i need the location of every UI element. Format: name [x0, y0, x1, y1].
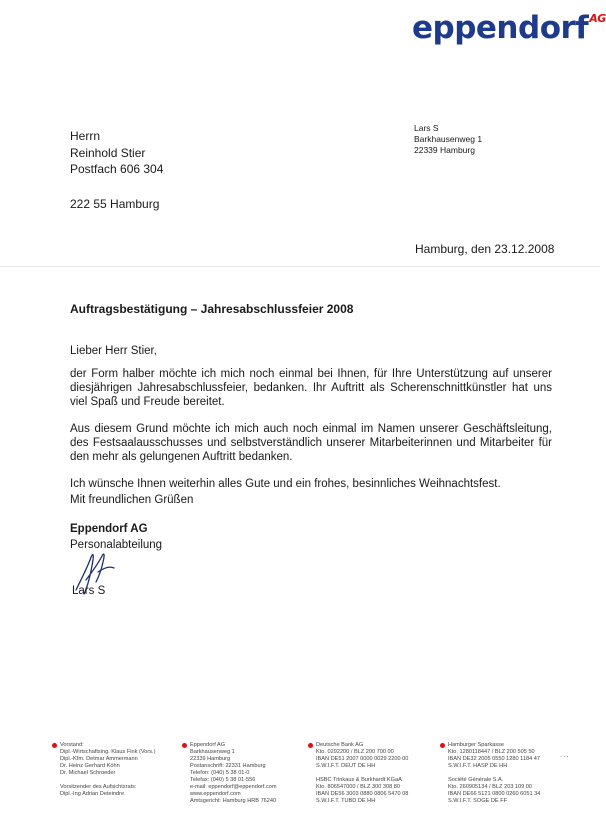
footer-line: IBAN DE32 2005 0550 1280 1184 47: [448, 756, 540, 762]
sender-street: Barkhausenweg 1: [414, 134, 483, 144]
footer-line: IBAN DE56 3003 0880 0806 5470 08: [316, 791, 409, 797]
footer-line: [60, 777, 155, 784]
footer-line: e-mail: eppendorf@eppendorf.com: [190, 784, 277, 790]
footer-line: 22339 Hamburg: [190, 756, 231, 762]
footer-line: Deutsche Bank AG: [316, 742, 364, 748]
footer-line: [316, 770, 408, 777]
logo-suffix: AG: [589, 12, 606, 25]
recipient-name: Reinhold Stier: [70, 145, 146, 160]
signer-name: Lars S: [72, 585, 106, 597]
footer-line: IBAN DE51 2007 0000 0029 2200 00: [316, 756, 409, 762]
footer-line: HSBC Trinkaus & Burkhardt KGaA: [316, 777, 402, 783]
footer-line: Kto. 1280118447 / BLZ 200 505 50: [448, 749, 535, 755]
footer-line: Kto. 0292200 / BLZ 200 700 00: [316, 749, 394, 755]
footer-line: Hamburger Sparkasse: [448, 742, 504, 748]
footer-line: Dr. Michael Schroeder: [60, 770, 116, 776]
footer-line: S.W.I.F.T. SOGE DE FF: [448, 798, 508, 804]
footer-marker-icon: [440, 743, 445, 748]
recipient-postbox: Postfach 606 304: [70, 162, 164, 176]
footer-line: S.W.I.F.T. HASP DE HH: [448, 763, 508, 769]
footer-line: S.W.I.F.T. DEUT DE HH: [316, 763, 376, 769]
footer-line: [448, 770, 540, 777]
letter-paragraph-1: der Form halber möchte ich mich noch einmal bei Ihnen, für Ihre Unterstützung auf unserer diesjährigen Jahresabschlussfeier, bedanken. Ihr Auftritt als Scherenschnittkünstler hat uns viel Spaß und Freude bereitet.: [70, 368, 552, 408]
letter-body: [70, 344, 552, 491]
footer-line: IBAN DE66 5121 0800 0260 6051 34: [448, 791, 541, 797]
fold-line: [0, 266, 600, 267]
signature-department: Personalabteilung: [70, 539, 163, 551]
footer-line: Kto. 806547000 / BLZ 300 308 80: [316, 784, 400, 790]
footer-line: Vorstand:: [60, 742, 84, 748]
footer-line: Barkhausenweg 1: [190, 749, 235, 755]
footer-marker-icon: [52, 743, 57, 748]
recipient-address: [70, 128, 163, 212]
footer-line: Société Générale S.A.: [448, 777, 504, 783]
footer-company: [190, 742, 277, 805]
logo-wordmark: eppendorf: [412, 10, 589, 46]
recipient-city: 222 55 Hamburg: [70, 196, 160, 211]
footer-line: Postanschrift: 22331 Hamburg: [190, 763, 266, 769]
footer-line: Dipl.-Wirtschaftsing. Klaus Fink (Vors.): [60, 749, 156, 755]
letter-paragraph-2: Aus diesem Grund möchte ich mich auch noch einmal im Namen unserer Geschäftsleitung, des Festsaalausschusses und selbstverständlich unserer Mitarbeiterinnen und Mitarbeiter für den mehr als gelungenen Auftritt bedanken.: [70, 423, 552, 463]
footer-line: www.eppendorf.com: [190, 791, 241, 797]
letter-subject: Auftragsbestätigung – Jahresabschlussfeier 2008: [70, 302, 354, 316]
footer-more-dots: ...: [560, 750, 570, 759]
sender-address: [414, 123, 482, 156]
letter-closing: Mit freundlichen Grüßen: [70, 494, 194, 506]
footer-board: [60, 742, 155, 798]
footer-bank-2: [448, 742, 540, 805]
letter-date: Hamburg, den 23.12.2008: [415, 242, 555, 256]
footer-line: Amtsgericht: Hamburg HRB 76240: [190, 798, 277, 804]
eppendorf-logo: [412, 10, 606, 46]
sender-name: Lars S: [414, 123, 439, 133]
footer-line: Vorsitzender des Aufsichtsrats:: [60, 784, 137, 790]
letter-paragraph-3: Ich wünsche Ihnen weiterhin alles Gute und ein frohes, besinnliches Weihnachtsfest.: [70, 478, 501, 490]
footer-marker-icon: [182, 743, 187, 748]
letter-greeting: Lieber Herr Stier,: [70, 345, 157, 357]
recipient-salutation: Herrn: [70, 129, 101, 143]
footer-line: Dr. Heinz Gerhard Köhn: [60, 763, 120, 769]
footer-bank-1: [316, 742, 408, 805]
footer-marker-icon: [308, 743, 313, 748]
footer-line: S.W.I.F.T. TUBD DE HH: [316, 798, 376, 804]
footer-line: Eppendorf AG: [190, 742, 226, 748]
signature-company: Eppendorf AG: [70, 523, 148, 535]
footer-line: Kto. 260905134 / BLZ 203 109 00: [448, 784, 532, 790]
sender-city: 22339 Hamburg: [414, 145, 475, 155]
footer-line: Telefon: (040) 5 38 01-0: [190, 770, 250, 776]
footer-line: Telefax: (040) 5 38 01-556: [190, 777, 256, 783]
footer-line: Dipl.-Ing Adrian Deteindre: [60, 791, 125, 797]
footer-line: Dipl.-Kfm. Detmar Ammermann: [60, 756, 138, 762]
